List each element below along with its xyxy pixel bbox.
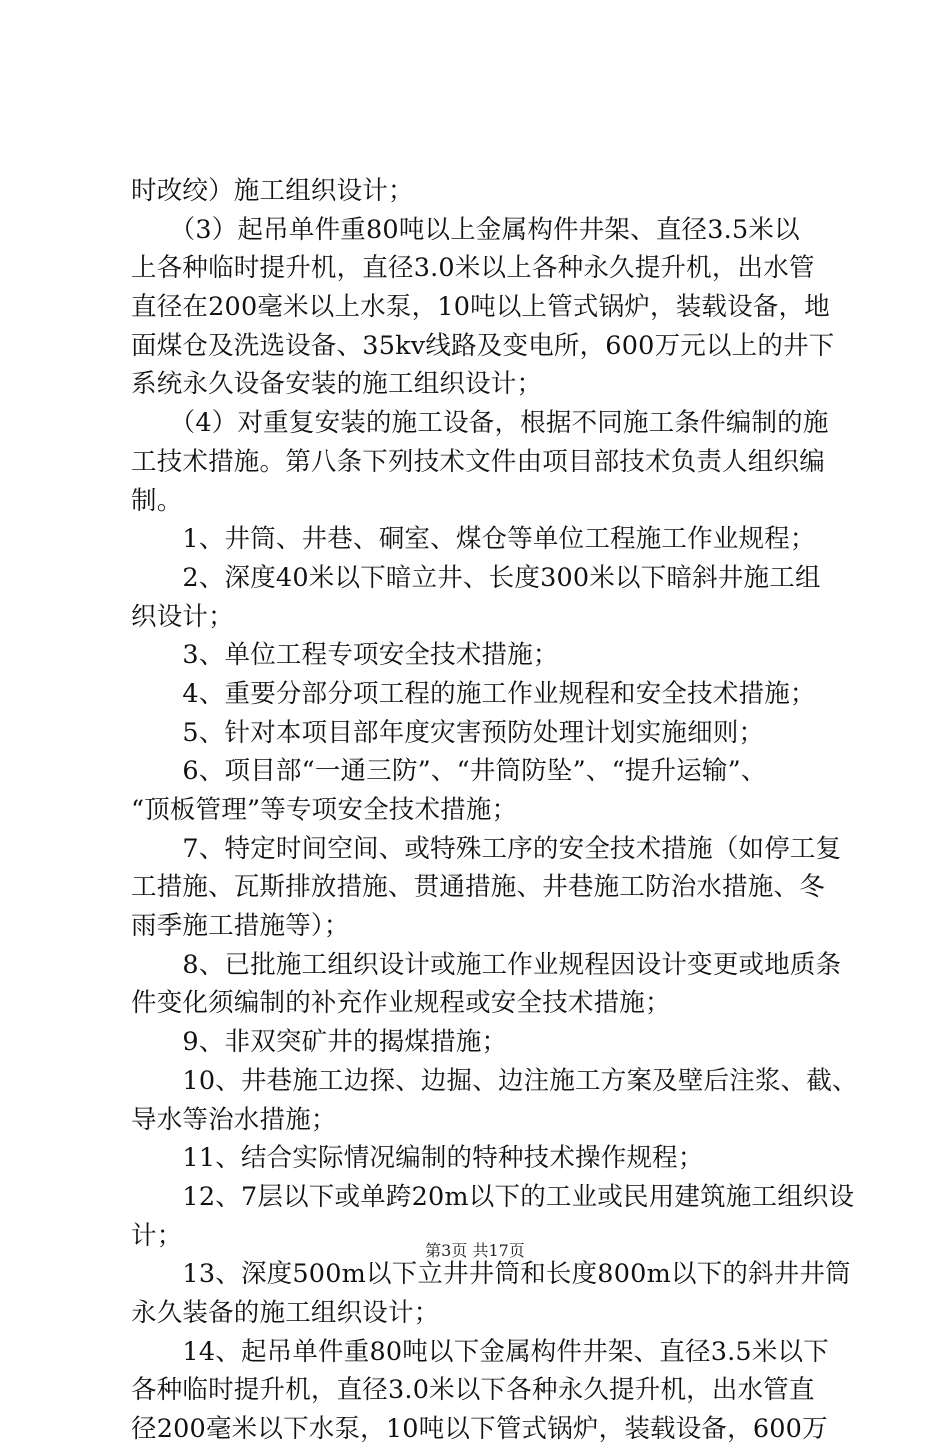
text-line: 7、特定时间空间、或特殊工序的安全技术措施（如停工复 bbox=[131, 833, 842, 864]
text-line: “顶板管理”等专项安全技术措施； bbox=[131, 795, 518, 825]
text-line: 11、结合实际情况编制的特种技术操作规程； bbox=[131, 1143, 704, 1174]
text-line: 系统永久设备安装的施工组织设计； bbox=[131, 369, 543, 400]
text-line: 13、深度500m以下立井井筒和长度800m以下的斜井井筒 bbox=[131, 1259, 851, 1290]
text-line: 工技术措施。第八条下列技术文件由项目部技术负责人组织编 bbox=[131, 446, 825, 477]
text-line: 永久装备的施工组织设计； bbox=[131, 1297, 440, 1328]
text-line: 8、已批施工组织设计或施工作业规程因设计变更或地质条 bbox=[131, 949, 842, 980]
text-line: 10、井巷施工边探、边掘、边注施工方案及壁后注浆、截、 bbox=[131, 1065, 858, 1096]
text-line: 制。 bbox=[131, 485, 183, 516]
text-line: 计； bbox=[131, 1220, 183, 1251]
text-line: 1、井筒、井巷、硐室、煤仓等单位工程施工作业规程； bbox=[131, 524, 816, 555]
text-line: 9、非双突矿井的揭煤措施； bbox=[131, 1027, 508, 1058]
text-line: 各种临时提升机，直径3.0米以下各种永久提升机，出水管直 bbox=[131, 1375, 815, 1406]
text-line: 件变化须编制的补充作业规程或安全技术措施； bbox=[131, 988, 671, 1019]
text-line: 3、单位工程专项安全技术措施； bbox=[131, 640, 559, 671]
text-line: （4）对重复安装的施工设备，根据不同施工条件编制的施 bbox=[131, 408, 829, 439]
text-line: 12、7层以下或单跨20m以下的工业或民用建筑施工组织设 bbox=[131, 1181, 855, 1212]
text-line: 面煤仓及洗选设备、35kv线路及变电所，600万元以上的井下 bbox=[131, 330, 835, 361]
text-line: 直径在200毫米以上水泵，10吨以上管式锅炉，装载设备，地 bbox=[131, 292, 830, 323]
page-footer: 第3页 共17页 bbox=[425, 1241, 525, 1260]
text-line: 5、针对本项目部年度灾害预防处理计划实施细则； bbox=[131, 717, 765, 748]
text-line: 4、重要分部分项工程的施工作业规程和安全技术措施； bbox=[131, 678, 816, 709]
text-line: 工措施、瓦斯排放措施、贯通措施、井巷施工防治水措施、冬 bbox=[131, 872, 825, 903]
text-line: 上各种临时提升机，直径3.0米以上各种永久提升机，出水管 bbox=[131, 253, 815, 284]
text-line: 2、深度40米以下暗立井、长度300米以下暗斜井施工组 bbox=[131, 562, 821, 593]
text-line: 时改绞）施工组织设计； bbox=[131, 176, 414, 206]
text-line: 织设计； bbox=[131, 601, 234, 632]
text-line: 导水等治水措施； bbox=[131, 1104, 337, 1135]
text-line: 6、项目部“一通三防”、“井筒防坠”、“提升运输”、 bbox=[131, 756, 767, 787]
text-line: 雨季施工措施等）； bbox=[131, 911, 350, 942]
text-line: 径200毫米以下水泵，10吨以下管式锅炉，装载设备，600万 bbox=[131, 1414, 828, 1444]
text-line: （3）起吊单件重80吨以上金属构件井架、直径3.5米以 bbox=[131, 214, 800, 245]
text-line: 14、起吊单件重80吨以下金属构件井架、直径3.5米以下 bbox=[131, 1336, 829, 1367]
